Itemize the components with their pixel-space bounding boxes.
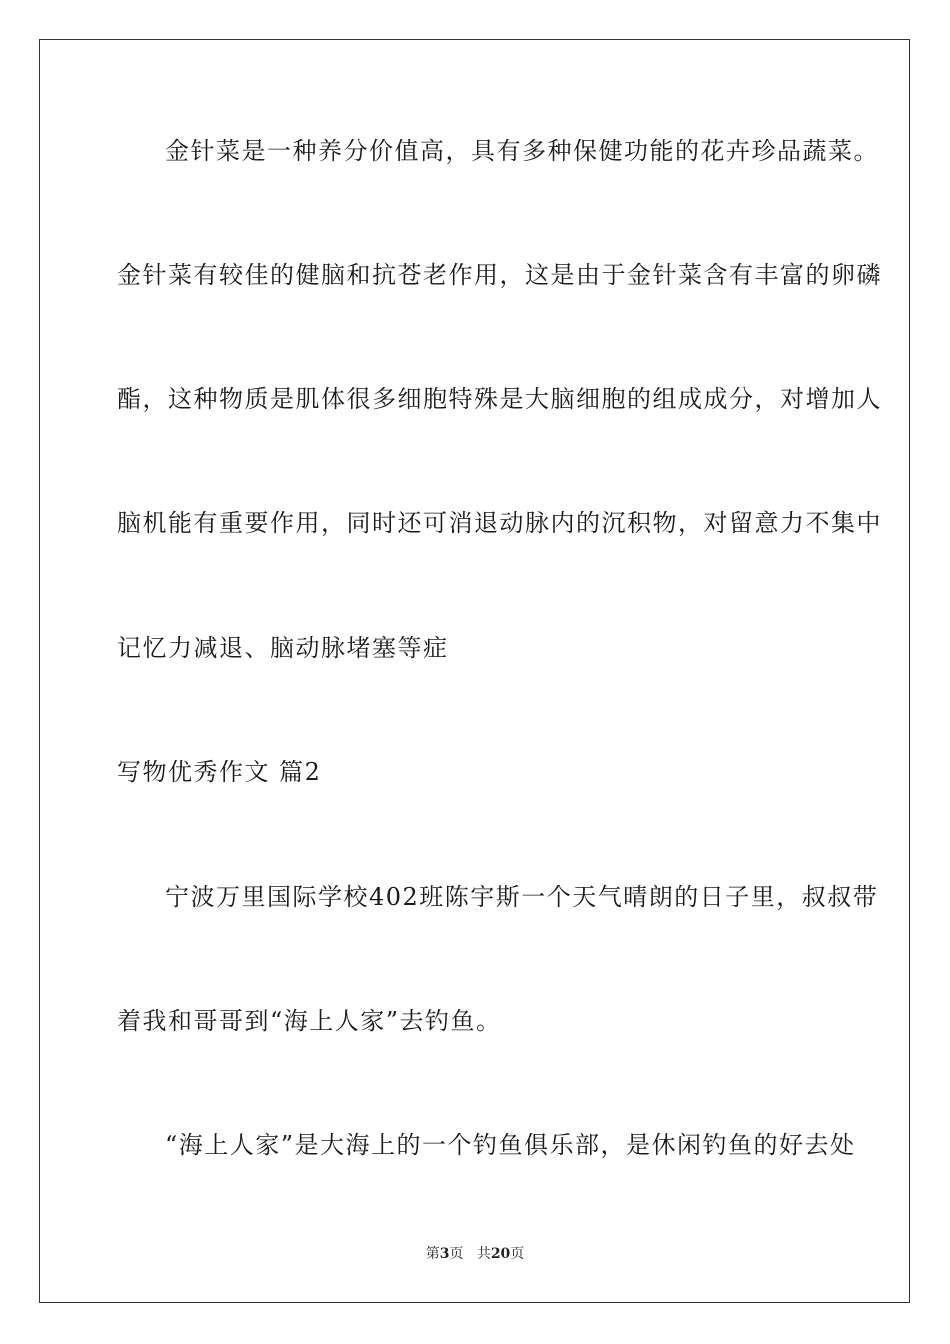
section-heading: 写物优秀作文 篇2 (117, 758, 322, 786)
footer-total-prefix: 共 (476, 1246, 491, 1262)
footer-page-unit: 页 (449, 1246, 464, 1262)
footer-page-current: 3 (439, 1246, 450, 1262)
footer-page-total: 20 (490, 1246, 511, 1262)
paragraph-line-7: 着我和哥哥到“海上人家”去钓鱼。 (117, 1007, 502, 1035)
page-border (39, 39, 910, 1303)
paragraph-line-2: 金针菜有较佳的健脑和抗苍老作用，这是由于金针菜含有丰富的卵磷 (117, 261, 882, 289)
paragraph-line-8: “海上人家”是大海上的一个钓鱼俱乐部，是休闲钓鱼的好去处 (165, 1131, 856, 1159)
page-footer (0, 1245, 950, 1263)
footer-page-prefix: 第 (425, 1246, 440, 1262)
footer-total-unit: 页 (510, 1246, 525, 1262)
paragraph-line-5: 记忆力减退、脑动脉堵塞等症 (117, 634, 449, 662)
paragraph-line-3: 酯，这种物质是肌体很多细胞特殊是大脑细胞的组成成分，对增加人 (117, 385, 882, 413)
paragraph-line-6: 宁波万里国际学校402班陈宇斯一个天气晴朗的日子里，叔叔带 (165, 883, 879, 911)
paragraph-line-1: 金针菜是一种养分价值高，具有多种保健功能的花卉珍品蔬菜。 (165, 137, 879, 165)
paragraph-line-4: 脑机能有重要作用，同时还可消退动脉内的沉积物，对留意力不集中 (117, 509, 882, 537)
